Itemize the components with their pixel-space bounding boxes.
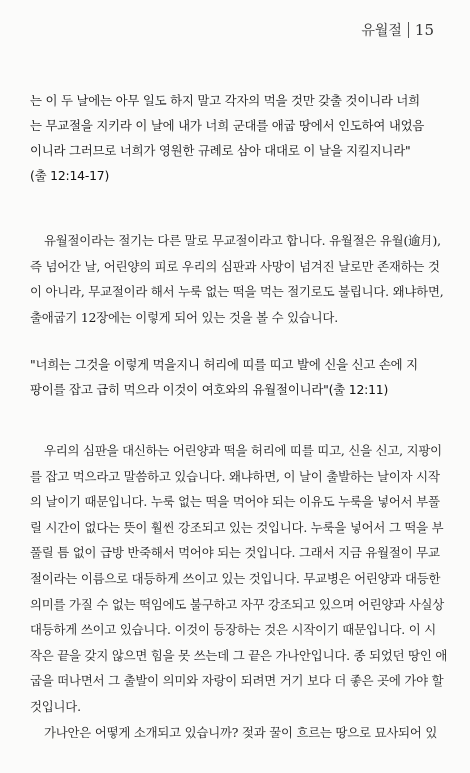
- paragraph-line: 의 날이기 때문입니다. 누룩 없는 떡을 먹어야 되는 이유도 누룩을 넣어서 부풀: [30, 494, 440, 510]
- header-divider: [408, 22, 409, 38]
- quote-line: "너희는 그것을 이렇게 먹을지니 허리에 띠를 띠고 발에 신을 신고 손에 지: [30, 357, 418, 372]
- running-header: [361, 20, 434, 40]
- paragraph-line: 즉 넘어간 날, 어린양의 피로 우리의 심판과 사망이 넘겨진 날로만 존재하는 것: [30, 258, 440, 274]
- paragraph-line: 것입니다.: [30, 698, 81, 714]
- paragraph-line: 풀릴 틈 없이 급방 반죽해서 먹어야 되는 것입니다. 그래서 지금 유월절이 무교: [30, 545, 440, 561]
- body-paragraph-2: [30, 438, 450, 745]
- section-title: 유월절: [361, 23, 402, 39]
- paragraph-line: 를 잡고 먹으라고 말씀하고 있습니다. 왜냐하면, 이 날이 출발하는 날이자 시작: [30, 468, 440, 484]
- quote-reference: (출 12:14-17): [30, 168, 110, 183]
- quote-line: 는 이 두 날에는 아무 일도 하지 말고 각자의 먹을 것만 갖출 것이니라 너희: [30, 93, 420, 108]
- paragraph-line: 절이라는 이름으로 대등하게 쓰이고 있는 것입니다. 무교병은 어린양과 대등한: [30, 570, 441, 586]
- paragraph-line: 대등하게 쓰이고 있습니다. 이것이 등장하는 것은 시작이기 때문입니다. 이 시: [30, 622, 436, 638]
- paragraph-line: 가나안은 어떻게 소개되고 있습니까? 젖과 꿀이 흐르는 땅으로 묘사되어 있: [44, 724, 438, 740]
- scripture-quote-2: [30, 352, 448, 402]
- quote-line: 는 무교절을 지키라 이 날에 내가 너희 군대를 애굽 땅에서 인도하여 내었음: [30, 118, 425, 133]
- paragraph-line: 작은 끝을 갖지 않으면 힘을 못 쓰는데 그 끝은 가나안입니다. 종 되었던 땅인 애: [30, 647, 448, 663]
- paragraph-line: 릴 시간이 없다는 뜻이 훨씬 강조되고 있는 것입니다. 누룩을 넣어서 그 떡을 부: [30, 519, 444, 535]
- body-paragraph-1: [30, 228, 450, 330]
- paragraph-line: 유월절이라는 절기는 다른 말로 무교절이라고 합니다. 유월절은 유월(逾月),: [44, 233, 441, 248]
- scripture-quote-1: [30, 88, 448, 188]
- paragraph-line: 이 아니라, 무교절이라 해서 누룩 없는 떡을 먹는 절기로도 불립니다. 왜냐하면,: [30, 284, 444, 300]
- quote-line: 팡이를 잡고 급히 먹으라 이것이 여호와의 유월절이니라"(출 12:11): [30, 382, 389, 397]
- paragraph-line: 출애굽기 12장에는 이렇게 되어 있는 것을 볼 수 있습니다.: [30, 309, 338, 325]
- paragraph-line: 우리의 심판을 대신하는 어린양과 떡을 허리에 띠를 띠고, 신을 신고, 지팡이: [44, 443, 442, 458]
- paragraph-line: 굽을 떠나면서 그 출발이 의미와 자랑이 되려면 거기 보다 더 좋은 곳에 가야 할: [30, 673, 444, 689]
- paragraph-line: 의미를 가질 수 없는 떡임에도 불구하고 자꾸 강조되고 있으며 어린양과 사실상: [30, 596, 445, 612]
- quote-line: 이니라 그러므로 너희가 영원한 규례로 삼아 대대로 이 날을 지킬지니라": [30, 143, 411, 158]
- page-number: 15: [414, 21, 434, 39]
